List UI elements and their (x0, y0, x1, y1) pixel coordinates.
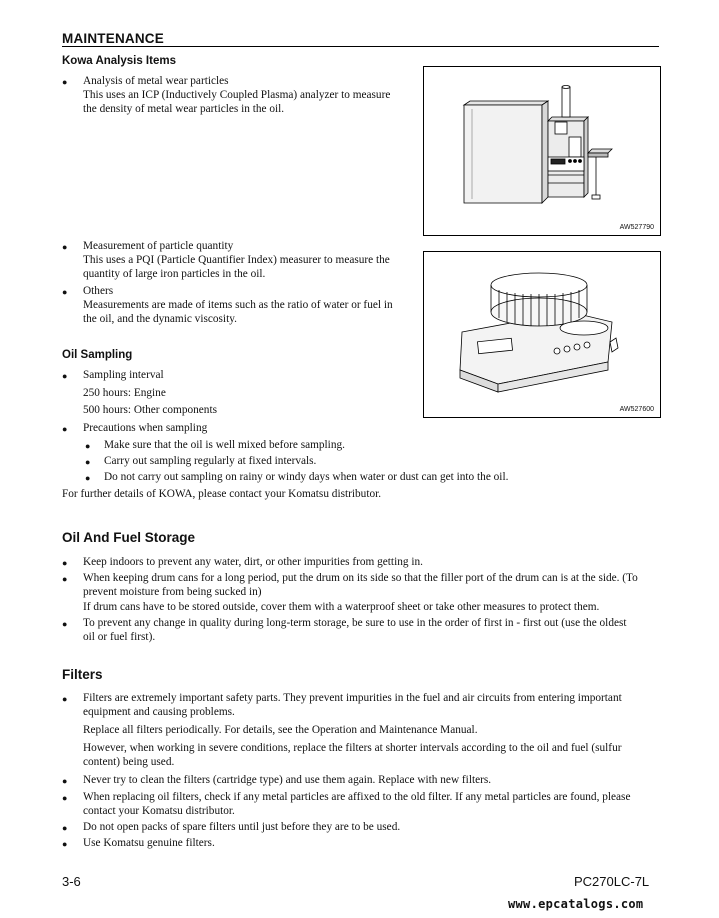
bullet: ● (62, 823, 68, 833)
section-title: MAINTENANCE (62, 31, 164, 46)
oil-sampling-heading: Oil Sampling (62, 349, 133, 361)
bullet: ● (62, 694, 68, 704)
filters-item: Do not open packs of spare filters until just before they are to be used. (83, 821, 401, 833)
kowa-heading: Kowa Analysis Items (62, 55, 176, 67)
bullet: ● (62, 287, 68, 297)
filters-item-line: content) being used. (83, 756, 175, 768)
kowa-b3-title: Others (83, 285, 114, 297)
filters-item-line: However, when working in severe conditions, replace the filters at shorter intervals according to the oil and fuel (sulfur (83, 742, 622, 754)
filters-item: Filters are extremely important safety parts. They prevent impurities in the fuel and air circuits from entering important (83, 692, 622, 704)
page-number: 3-6 (62, 874, 81, 889)
filters-heading: Filters (62, 667, 103, 682)
storage-item: Keep indoors to prevent any water, dirt, or other impurities from getting in. (83, 556, 423, 568)
filters-item: Use Komatsu genuine filters. (83, 837, 215, 849)
filters-item-line: Replace all filters periodically. For details, see the Operation and Maintenance Manual. (83, 724, 478, 736)
sampling-interval-item: 500 hours: Other components (83, 404, 217, 416)
bullet: ● (62, 371, 68, 381)
precaution-item: Do not carry out sampling on rainy or windy days when water or dust can get into the oil. (104, 471, 509, 483)
kowa-contact-note: For further details of KOWA, please contact your Komatsu distributor. (62, 488, 382, 500)
bullet: ● (62, 793, 68, 803)
precaution-item: Carry out sampling regularly at fixed intervals. (104, 455, 317, 467)
bullet: ● (62, 776, 68, 786)
kowa-b1-title: Analysis of metal wear particles (83, 75, 229, 87)
storage-item-line: prevent moisture from being sucked in) (83, 586, 262, 598)
filters-item-line: equipment and causing problems. (83, 706, 235, 718)
filters-item: When replacing oil filters, check if any metal particles are affixed to the old filter. If any metal particles are found, please (83, 791, 631, 803)
kowa-b2-line: quantity of large iron particles in the oil. (83, 268, 266, 280)
bullet: ● (62, 242, 68, 252)
kowa-b2-line: This uses a PQI (Particle Quantifier Index) measurer to measure the (83, 254, 390, 266)
precaution-item: Make sure that the oil is well mixed before sampling. (104, 439, 345, 451)
sub-bullet: ● (85, 457, 91, 467)
kowa-b1-line: This uses an ICP (Inductively Coupled Plasma) analyzer to measure (83, 89, 391, 101)
model-name: PC270LC-7L (574, 874, 650, 889)
storage-item: When keeping drum cans for a long period, put the drum on its side so that the filler port of the drum can is at the side. (To (83, 572, 638, 584)
header-rule (62, 46, 659, 47)
figure-code: AW527790 (619, 224, 654, 231)
bullet: ● (62, 619, 68, 629)
precautions-title: Precautions when sampling (83, 422, 208, 434)
kowa-b3-line: Measurements are made of items such as the ratio of water or fuel in (83, 299, 393, 311)
bullet: ● (62, 558, 68, 568)
icp-analyzer-illustration (424, 67, 660, 235)
filters-item: Never try to clean the filters (cartridge type) and use them again. Replace with new filters. (83, 774, 492, 786)
storage-heading: Oil And Fuel Storage (62, 530, 196, 545)
pqi-measurer-figure (423, 251, 661, 418)
storage-item: To prevent any change in quality during long-term storage, be sure to use in the order of first in - first out (use the oldest (83, 617, 627, 629)
sub-bullet: ● (85, 441, 91, 451)
figure-code: AW527600 (619, 406, 654, 413)
kowa-b1-line: the density of metal wear particles in the oil. (83, 103, 285, 115)
watermark: www.epcatalogs.com (508, 897, 644, 911)
storage-item-line: If drum cans have to be stored outside, cover them with a waterproof sheet or take other measures to protect them. (83, 601, 600, 613)
pqi-measurer-illustration (424, 252, 660, 417)
kowa-b2-title: Measurement of particle quantity (83, 240, 234, 252)
filters-item-line: contact your Komatsu distributor. (83, 805, 235, 817)
icp-analyzer-figure (423, 66, 661, 236)
bullet: ● (62, 574, 68, 584)
sub-bullet: ● (85, 473, 91, 483)
bullet: ● (62, 839, 68, 849)
bullet: ● (62, 424, 68, 434)
kowa-b3-line: the oil, and the dynamic viscosity. (83, 313, 237, 325)
bullet: ● (62, 77, 68, 87)
sampling-interval-item: 250 hours: Engine (83, 387, 166, 399)
storage-item-line: oil or fuel first). (83, 631, 156, 643)
sampling-interval-title: Sampling interval (83, 369, 164, 381)
